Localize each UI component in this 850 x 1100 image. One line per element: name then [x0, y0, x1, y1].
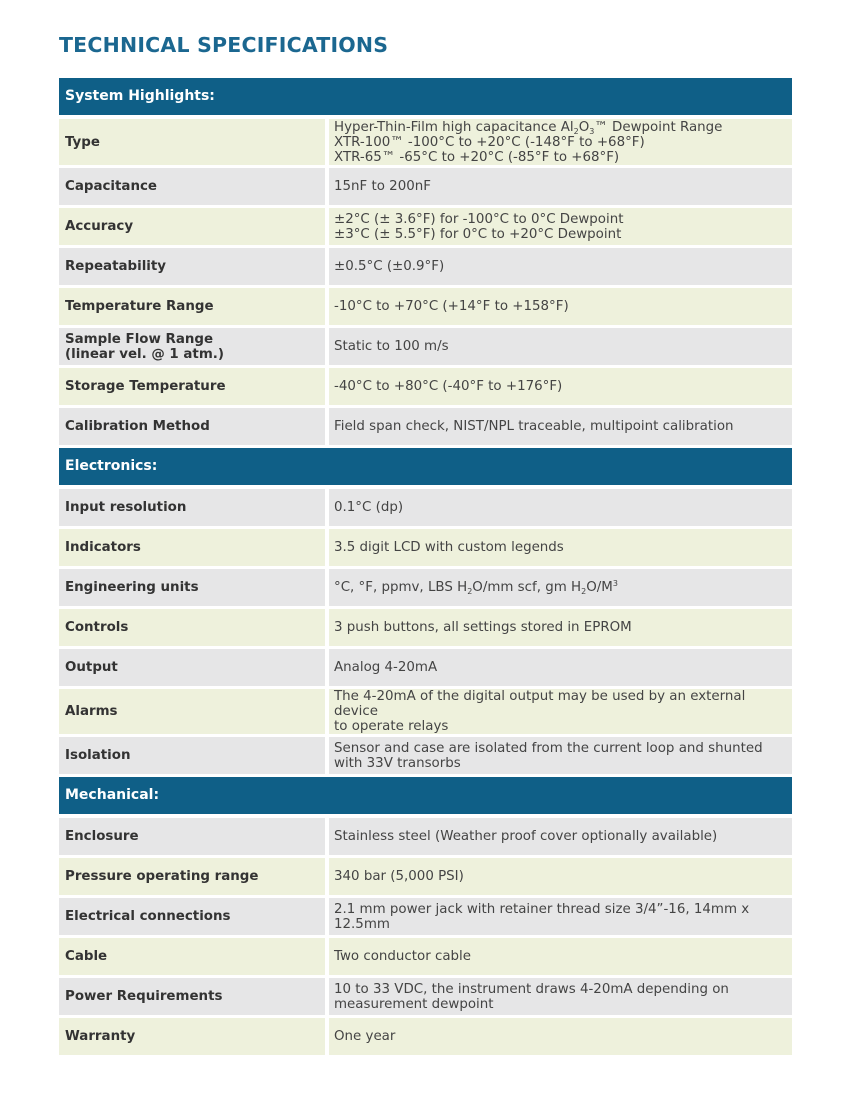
spec-value: Analog 4-20mA: [327, 648, 792, 688]
spec-value: Two conductor cable: [327, 937, 792, 977]
section-header-mechanical: [59, 776, 792, 817]
table-row: [59, 207, 792, 247]
spec-table: [59, 78, 792, 1058]
spec-label: Engineering units: [59, 568, 327, 608]
spec-label: Power Requirements: [59, 977, 327, 1017]
spec-value: 3.5 digit LCD with custom legends: [327, 528, 792, 568]
spec-label: Type: [59, 117, 327, 167]
spec-value: [327, 736, 792, 776]
table-row: [59, 117, 792, 167]
spec-value: 15nF to 200nF: [327, 167, 792, 207]
table-row: [59, 1017, 792, 1057]
table-row: [59, 648, 792, 688]
table-row: [59, 287, 792, 327]
spec-value-line: to operate relays: [334, 719, 449, 734]
table-row: [59, 367, 792, 407]
page-title: TECHNICAL SPECIFICATIONS: [59, 33, 389, 57]
spec-value: 2.1 mm power jack with retainer thread size 3/4”-16, 14mm x 12.5mm: [327, 897, 792, 937]
spec-value: One year: [327, 1017, 792, 1057]
table-row: [59, 897, 792, 937]
table-row: [59, 167, 792, 207]
spec-label: Temperature Range: [59, 287, 327, 327]
section-header-electronics: [59, 447, 792, 488]
spec-label: Repeatability: [59, 247, 327, 287]
spec-label: Enclosure: [59, 816, 327, 857]
spec-value-line: Hyper-Thin-Film high capacitance $Al_2O_3™$ Dewpoint Range: [334, 119, 723, 136]
spec-label: Controls: [59, 608, 327, 648]
spec-value-line: XTR-65™ -65°C to +20°C (-85°F to +68°F): [334, 149, 620, 165]
spec-label: Capacitance: [59, 167, 327, 207]
spec-value: 340 bar (5,000 PSI): [327, 857, 792, 897]
section-title: Electronics:: [59, 447, 792, 488]
spec-value: Field span check, NIST/NPL traceable, multipoint calibration: [327, 407, 792, 447]
spec-label: Calibration Method: [59, 407, 327, 447]
spec-value: °C, °F, ppmv, LBS $H_2O/mm$ scf, gm $H_2O/M^3$: [327, 568, 792, 608]
spec-value-line: ±3°C (± 5.5°F) for 0°C to +20°C Dewpoint: [334, 226, 622, 242]
section-title: Mechanical:: [59, 776, 792, 817]
spec-value-line: ±2°C (± 3.6°F) for -100°C to 0°C Dewpoint: [334, 211, 624, 227]
spec-value: Stainless steel (Weather proof cover optionally available): [327, 816, 792, 857]
spec-label: Accuracy: [59, 207, 327, 247]
spec-label: Input resolution: [59, 487, 327, 528]
spec-label: Indicators: [59, 528, 327, 568]
table-row: [59, 857, 792, 897]
section-header-highlights: [59, 78, 792, 117]
table-row: [59, 688, 792, 736]
spec-label: Cable: [59, 937, 327, 977]
table-row: [59, 937, 792, 977]
spec-value: [327, 688, 792, 736]
spec-value-line: measurement dewpoint: [334, 996, 494, 1012]
spec-label: Isolation: [59, 736, 327, 776]
table-row: [59, 407, 792, 447]
spec-value-line: with 33V transorbs: [334, 755, 461, 771]
spec-value: [327, 207, 792, 247]
spec-value-line: Sensor and case are isolated from the current loop and shunted: [334, 740, 763, 756]
spec-label: Output: [59, 648, 327, 688]
table-row: [59, 608, 792, 648]
spec-value: -10°C to +70°C (+14°F to +158°F): [327, 287, 792, 327]
spec-label-line: Sample Flow Range: [65, 331, 214, 347]
table-row: [59, 736, 792, 776]
table-row: [59, 247, 792, 287]
spec-value-line: 10 to 33 VDC, the instrument draws 4-20mA depending on: [334, 981, 729, 997]
spec-label: Pressure operating range: [59, 857, 327, 897]
spec-value: 3 push buttons, all settings stored in EPROM: [327, 608, 792, 648]
table-row: [59, 327, 792, 367]
spec-value-line: The 4-20mA of the digital output may be used by an external device: [334, 689, 746, 719]
spec-value: -40°C to +80°C (-40°F to +176°F): [327, 367, 792, 407]
spec-label: Electrical connections: [59, 897, 327, 937]
table-row: [59, 816, 792, 857]
spec-value-line: XTR-100™ -100°C to +20°C (-148°F to +68°F): [334, 134, 645, 150]
table-row: [59, 528, 792, 568]
table-row: [59, 568, 792, 608]
spec-label: Alarms: [59, 688, 327, 736]
spec-label: Warranty: [59, 1017, 327, 1057]
spec-value: [327, 117, 792, 167]
table-row: [59, 487, 792, 528]
section-title: System Highlights:: [59, 78, 792, 117]
spec-label: Storage Temperature: [59, 367, 327, 407]
spec-value: ±0.5°C (±0.9°F): [327, 247, 792, 287]
spec-value: 0.1°C (dp): [327, 487, 792, 528]
spec-label: [59, 327, 327, 367]
spec-value: [327, 977, 792, 1017]
spec-value: Static to 100 m/s: [327, 327, 792, 367]
table-row: [59, 977, 792, 1017]
spec-label-line: (linear vel. @ 1 atm.): [65, 346, 224, 362]
